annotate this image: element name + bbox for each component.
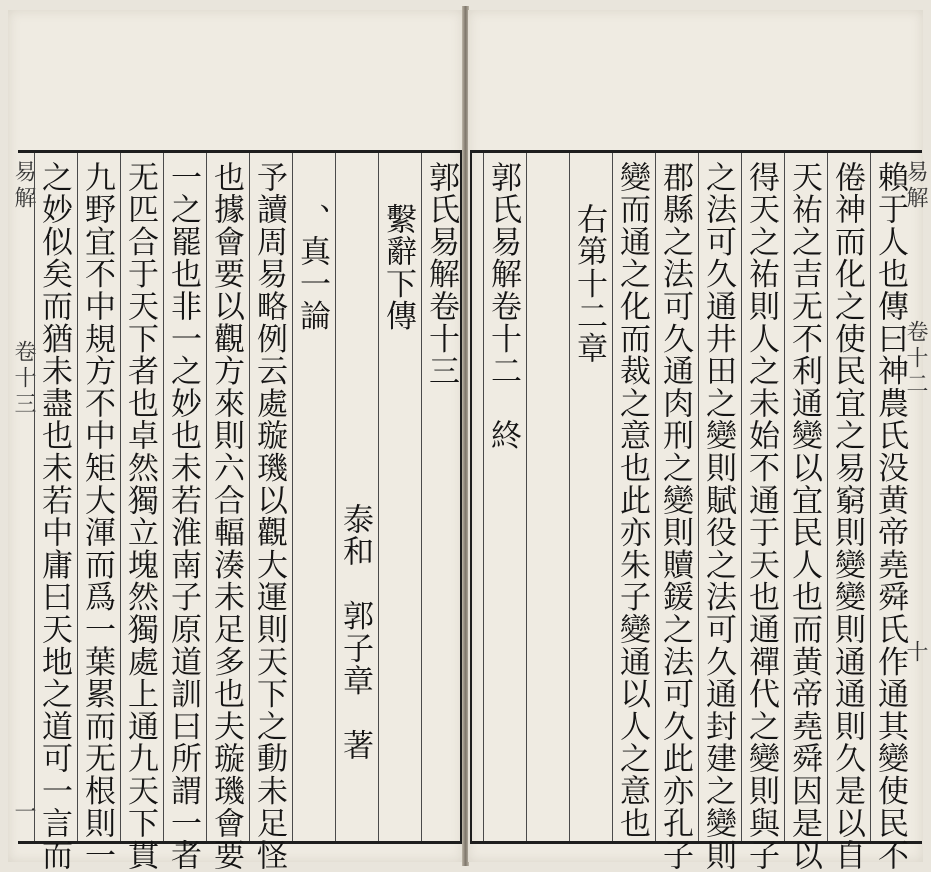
volume-end-title: 郭氏易解卷十二 終 xyxy=(485,161,521,452)
text-column xyxy=(292,153,330,841)
text-column xyxy=(249,153,287,872)
text-column xyxy=(335,153,373,841)
text-column xyxy=(698,153,736,872)
text-column xyxy=(526,153,564,841)
left-margin-volume: 卷十三 xyxy=(11,340,36,418)
text-column xyxy=(483,153,521,841)
right-page xyxy=(468,10,928,872)
right-margin-volume: 卷十二 xyxy=(903,320,928,398)
volume-title: 郭氏易解卷十三 xyxy=(423,161,459,388)
body-text-line: 變而通之化而裁之意也此亦朱子變通以人之意也 xyxy=(614,161,650,840)
text-column xyxy=(569,153,607,841)
left-margin-folio: 一 xyxy=(11,800,36,826)
text-column xyxy=(34,153,72,872)
section-heading: 繫辭下傳 xyxy=(380,203,416,333)
body-text-line: 賴于人也傳曰神農氏没黄帝堯舜氏作通其變使民不 xyxy=(872,161,908,872)
text-column xyxy=(827,153,865,872)
text-column xyxy=(612,153,650,841)
body-text-line: 天祐之吉无不利通變以宜民人也而黄帝堯舜因是以 xyxy=(786,161,822,872)
essay-title: 、真一論 xyxy=(294,203,330,333)
body-text-line: 也據會要以觀方來則六合輻湊未足多也夫璇璣會要 xyxy=(208,161,244,872)
left-margin-title: 易解 xyxy=(11,160,36,212)
text-column xyxy=(163,153,201,872)
right-margin-title: 易解 xyxy=(903,160,928,212)
left-page xyxy=(8,10,463,872)
body-text-line: 之法可久通井田之變則賦役之法可久通封建之變則 xyxy=(700,161,736,872)
text-column xyxy=(870,153,908,872)
text-column xyxy=(206,153,244,872)
body-text-line: 九野宜不中規方不中矩大渾而爲一葉累而无根則一 xyxy=(79,161,115,872)
text-column xyxy=(741,153,779,872)
body-text-line: 之妙似矣而猶未盡也未若中庸曰天地之道可一言而 xyxy=(36,161,72,872)
text-column xyxy=(784,153,822,872)
body-text-line: 倦神而化之使民宜之易窮則變變則通通則久是以自 xyxy=(829,161,865,872)
body-text-line: 予讀周易略例云處璇璣以觀大運則天下之動未足怪 xyxy=(251,161,287,872)
chapter-end-note: 右第十二章 xyxy=(571,203,607,365)
author-line: 泰和 郭子章 著 xyxy=(337,503,373,762)
text-column xyxy=(378,153,416,841)
text-column xyxy=(655,153,693,872)
right-text-frame xyxy=(470,150,922,872)
text-column xyxy=(77,153,115,872)
body-text-line: 得天之祐則人之未始不通于天也通禪代之變則與子 xyxy=(743,161,779,872)
body-text-line: 一之罷也非一之妙也未若淮南子原道訓曰所謂一者 xyxy=(165,161,201,872)
body-text-line: 无匹合于天下者也卓然獨立塊然獨處上通九天下貫 xyxy=(122,161,158,872)
left-text-frame xyxy=(18,150,462,872)
body-text-line: 郡縣之法可久通肉刑之變則贖鍰之法可久此亦孔子 xyxy=(657,161,693,872)
text-column xyxy=(421,153,459,841)
right-margin-folio: 十 xyxy=(903,640,928,666)
text-column xyxy=(120,153,158,872)
